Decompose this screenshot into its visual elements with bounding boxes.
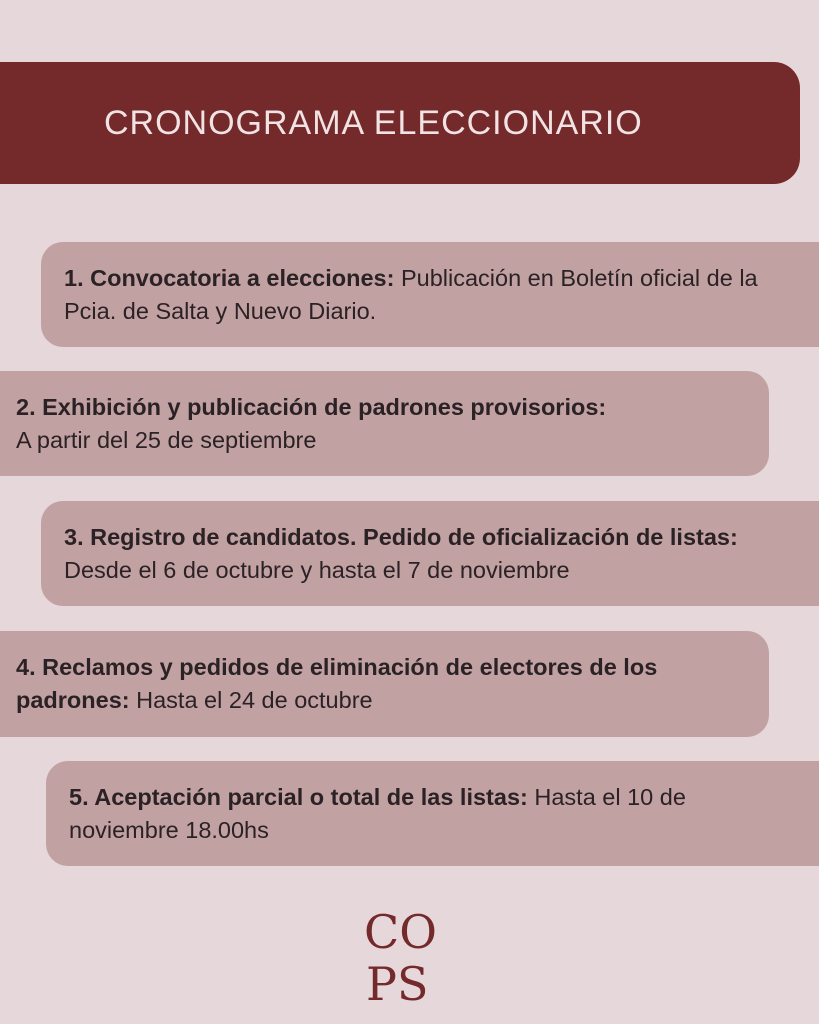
header-banner xyxy=(0,62,800,184)
schedule-item-detail: A partir del 25 de septiembre xyxy=(16,426,317,453)
logo-line-2: PS xyxy=(366,957,429,1010)
schedule-item-text xyxy=(69,781,799,847)
schedule-item-1 xyxy=(41,242,819,347)
schedule-item-detail: Hasta el 10 de noviembre 18.00hs xyxy=(69,783,686,843)
page-title: CRONOGRAMA ELECCIONARIO xyxy=(104,103,643,142)
schedule-item-text xyxy=(64,521,799,587)
schedule-item-2 xyxy=(0,371,769,476)
schedule-item-detail: Publicación en Boletín oficial de la Pcia. de Salta y Nuevo Diario. xyxy=(64,264,758,324)
schedule-item-text xyxy=(16,651,749,717)
schedule-item-title: 2. Exhibición y publicación de padrones provisorios: xyxy=(16,393,607,420)
schedule-item-title: 1. Convocatoria a elecciones: xyxy=(64,264,395,291)
logo-line-1: CO xyxy=(364,905,437,959)
cops-logo xyxy=(350,900,450,1010)
schedule-item-3 xyxy=(41,501,819,606)
schedule-item-5 xyxy=(46,761,819,866)
schedule-item-title: 4. Reclamos y pedidos de eliminación de electores de los padrones: xyxy=(16,654,658,713)
schedule-item-title: 5. Aceptación parcial o total de las listas: xyxy=(69,783,528,810)
schedule-item-4 xyxy=(0,631,769,737)
schedule-item-text xyxy=(64,262,799,328)
schedule-item-detail: Hasta el 24 de octubre xyxy=(129,687,373,713)
schedule-item-text xyxy=(16,391,606,457)
schedule-item-detail: Desde el 6 de octubre y hasta el 7 de noviembre xyxy=(64,556,570,583)
schedule-item-title: 3. Registro de candidatos. Pedido de oficialización de listas: xyxy=(64,523,738,550)
